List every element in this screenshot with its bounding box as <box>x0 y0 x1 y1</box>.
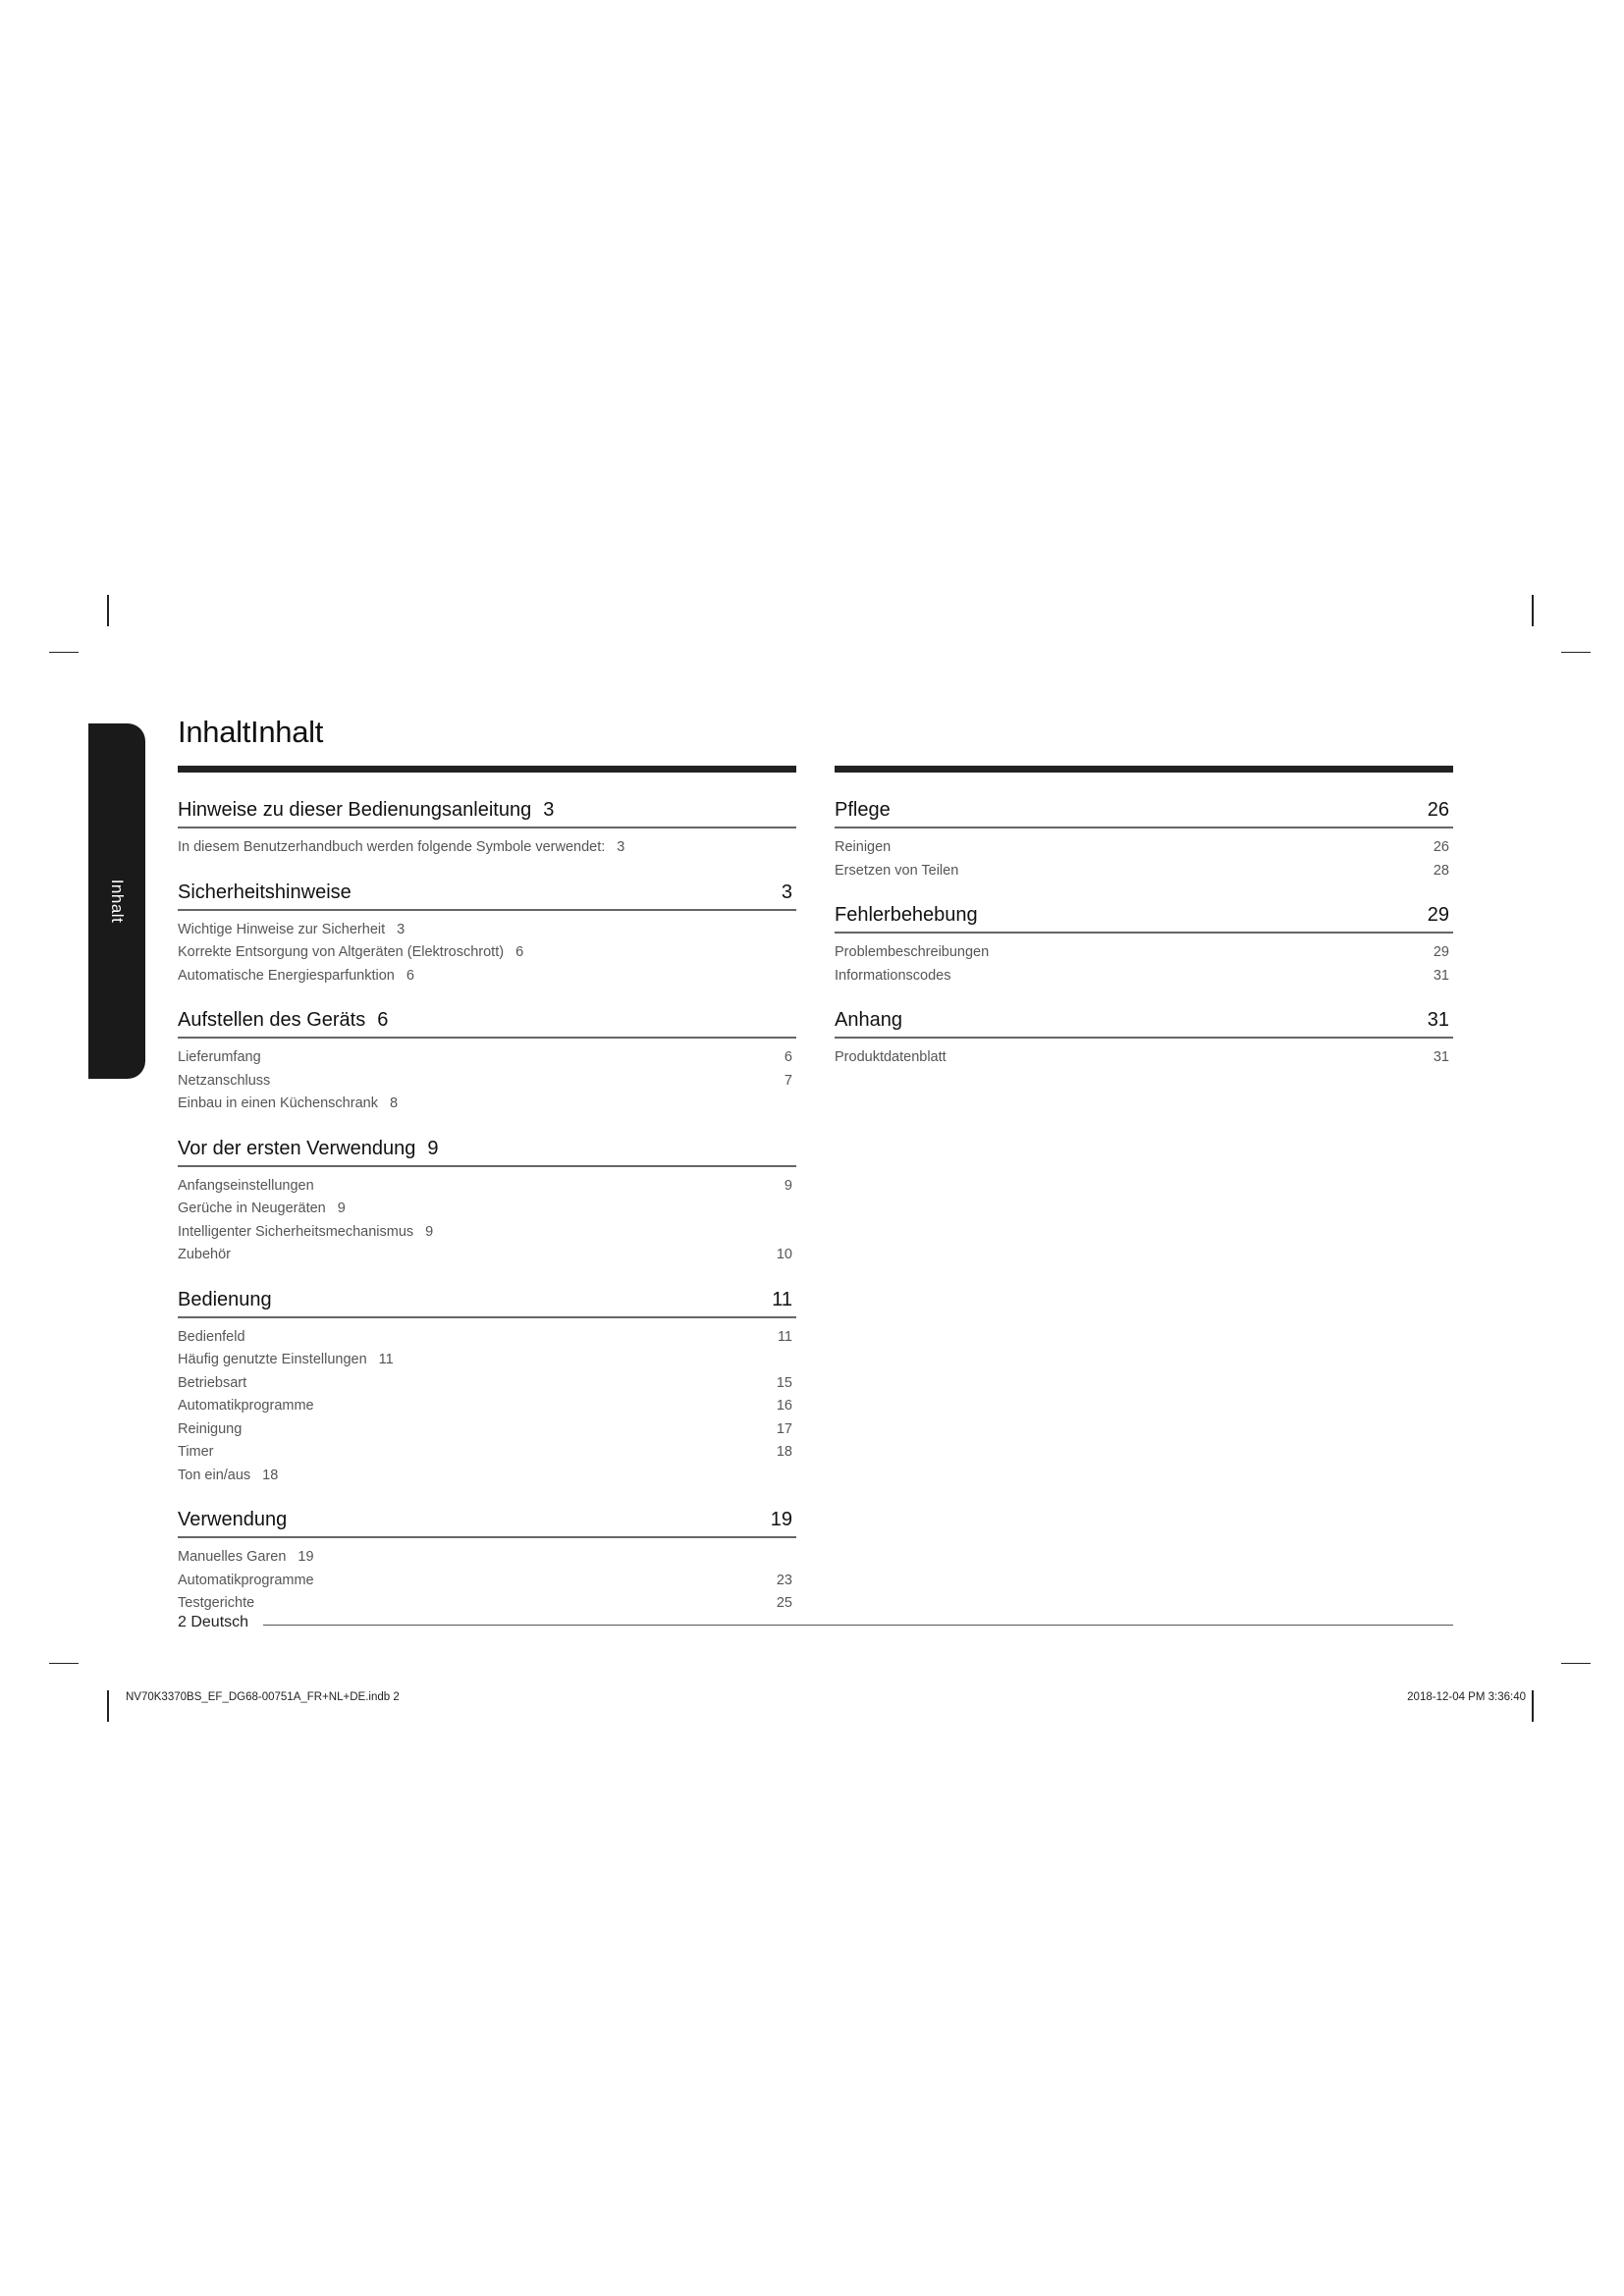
toc-entry[interactable] <box>835 941 1453 965</box>
toc-entry-page: 8 <box>389 1095 399 1111</box>
toc-entry[interactable] <box>178 1395 796 1418</box>
page-title: InhaltInhalt <box>178 715 324 749</box>
toc-entry[interactable] <box>178 1093 796 1116</box>
toc-heading-title: Verwendung <box>178 1509 288 1530</box>
toc-entry[interactable] <box>178 1175 796 1199</box>
toc-entry-label: Problembeschreibungen <box>835 944 990 960</box>
toc-entry-label: Anfangseinstellungen <box>178 1177 314 1194</box>
toc-entry-page: 9 <box>337 1201 346 1216</box>
crop-mark <box>1532 1690 1534 1722</box>
toc-heading-title: Fehlerbehebung <box>835 904 978 926</box>
column-rule-right <box>835 766 1453 773</box>
toc-entry-label: Produktdatenblatt <box>835 1049 947 1065</box>
toc-entry-label: Einbau in einen Küchenschrank <box>178 1095 378 1111</box>
crop-mark <box>49 1663 79 1664</box>
toc-heading-page: 26 <box>1427 799 1449 821</box>
toc-heading-page: 31 <box>1427 1009 1449 1031</box>
toc-entry-label: Automatische Energiesparfunktion <box>178 967 395 984</box>
toc-heading-title: Pflege <box>835 799 891 821</box>
toc-entry-page: 26 <box>1433 839 1449 855</box>
side-tab-label: Inhalt <box>108 879 127 924</box>
toc-entry-page: 11 <box>777 1328 792 1345</box>
toc-entry-page: 15 <box>776 1374 792 1391</box>
toc-section-heading[interactable] <box>835 1007 1453 1039</box>
toc-section-heading[interactable] <box>835 797 1453 828</box>
toc-entry[interactable] <box>178 1244 796 1267</box>
toc-entry-page: 25 <box>776 1595 792 1611</box>
toc-heading-page: 9 <box>427 1137 439 1159</box>
toc-entry-page: 9 <box>784 1177 792 1194</box>
print-slug-left: NV70K3370BS_EF_DG68-00751A_FR+NL+DE.indb 2 <box>126 1691 400 1703</box>
toc-entry-page: 19 <box>298 1549 314 1565</box>
toc-entry-page: 18 <box>776 1444 792 1460</box>
toc-entry-label: Reinigung <box>178 1420 243 1437</box>
crop-mark <box>1532 595 1534 626</box>
toc-entry-label: Lieferumfang <box>178 1049 261 1065</box>
toc-entry-page: 31 <box>1433 1049 1449 1065</box>
toc-entry-page: 6 <box>784 1049 792 1065</box>
toc-entry-label: Ton ein/aus <box>178 1467 251 1483</box>
toc-heading-page: 6 <box>377 1009 389 1031</box>
toc-entry-page: 17 <box>776 1420 792 1437</box>
toc-entry-page: 16 <box>776 1398 792 1414</box>
toc-entry[interactable] <box>178 1070 796 1094</box>
toc-entry[interactable] <box>178 1465 796 1488</box>
crop-mark <box>107 1690 109 1722</box>
toc-section <box>178 1507 796 1616</box>
toc-entry[interactable] <box>178 1441 796 1465</box>
footer-page-label: 2 Deutsch <box>178 1614 249 1630</box>
toc-entry[interactable] <box>178 1418 796 1442</box>
toc-entry-label: Ersetzen von Teilen <box>835 862 959 879</box>
toc-entry[interactable] <box>178 919 796 942</box>
toc-entry-page: 23 <box>776 1572 792 1588</box>
toc-entry-label: Zubehör <box>178 1247 232 1262</box>
toc-entry-page: 9 <box>425 1223 434 1240</box>
toc-entry-page: 7 <box>784 1072 792 1089</box>
toc-heading-title: Bedienung <box>178 1288 272 1310</box>
toc-heading-page: 29 <box>1427 904 1449 926</box>
toc-entry-label: Manuelles Garen <box>178 1549 287 1565</box>
toc-entry-page: 10 <box>776 1247 792 1262</box>
toc-entry[interactable] <box>178 1046 796 1070</box>
toc-section <box>835 902 1453 988</box>
toc-heading-title: Anhang <box>835 1009 902 1031</box>
toc-entry[interactable] <box>835 860 1453 883</box>
toc-entry-label: Korrekte Entsorgung von Altgeräten (Elektroschrott) <box>178 944 505 960</box>
toc-section <box>835 1007 1453 1070</box>
toc-section <box>178 797 796 860</box>
crop-mark <box>107 595 109 626</box>
footer-rule <box>263 1625 1453 1626</box>
toc-entry-page: 18 <box>262 1467 279 1483</box>
crop-mark <box>49 652 79 653</box>
toc-entry[interactable] <box>178 1372 796 1396</box>
toc-entry-label: Informationscodes <box>835 967 951 984</box>
toc-entry-page: 29 <box>1433 944 1449 960</box>
toc-entry-page: 3 <box>397 921 406 937</box>
crop-mark <box>1561 1663 1591 1664</box>
toc-section-heading[interactable] <box>178 1136 796 1167</box>
toc-section-heading[interactable] <box>178 880 796 911</box>
column-rule-left <box>178 766 796 773</box>
toc-section-heading[interactable] <box>835 902 1453 934</box>
toc-entry-page: 3 <box>617 839 625 855</box>
toc-entry-page: 31 <box>1433 967 1449 984</box>
toc-entry[interactable] <box>178 836 796 860</box>
toc-heading-page: 19 <box>770 1509 792 1530</box>
toc-section <box>835 797 1453 882</box>
toc-entry[interactable] <box>178 1546 796 1570</box>
toc-entry-label: Timer <box>178 1444 214 1460</box>
toc-entry[interactable] <box>178 1198 796 1221</box>
toc-entry[interactable] <box>835 1046 1453 1070</box>
crop-mark <box>1561 652 1591 653</box>
toc-entry-label: Automatikprogramme <box>178 1572 314 1588</box>
toc-entry-page: 11 <box>378 1352 394 1367</box>
toc-section-heading[interactable] <box>178 1507 796 1538</box>
toc-entry-label: Wichtige Hinweise zur Sicherheit <box>178 921 386 937</box>
toc-column-left <box>178 797 796 1635</box>
toc-section <box>178 1287 796 1488</box>
toc-section <box>178 880 796 988</box>
toc-entry[interactable] <box>178 1221 796 1245</box>
print-slug-right: 2018-12-04 PM 3:36:40 <box>1407 1691 1526 1703</box>
toc-entry-page: 6 <box>515 944 524 960</box>
toc-entry-label: Betriebsart <box>178 1374 247 1391</box>
toc-heading-page: 3 <box>781 881 792 903</box>
toc-section-heading[interactable] <box>178 1287 796 1318</box>
toc-entry-label: Reinigen <box>835 839 892 855</box>
toc-entry-label: Häufig genutzte Einstellungen <box>178 1352 367 1367</box>
toc-section-heading[interactable] <box>178 797 796 828</box>
toc-entry-label: In diesem Benutzerhandbuch werden folgende Symbole verwendet: <box>178 839 606 855</box>
toc-column-right <box>835 797 1453 1090</box>
toc-section-heading[interactable] <box>178 1007 796 1039</box>
toc-entry[interactable] <box>178 1570 796 1593</box>
toc-entry[interactable] <box>178 1349 796 1372</box>
toc-entry-label: Testgerichte <box>178 1595 255 1611</box>
toc-heading-page: 11 <box>772 1288 792 1310</box>
toc-entry-page: 28 <box>1433 862 1449 879</box>
toc-heading-title: Aufstellen des Geräts <box>178 1009 366 1031</box>
toc-entry-label: Gerüche in Neugeräten <box>178 1201 326 1216</box>
toc-entry[interactable] <box>178 1592 796 1616</box>
toc-entry[interactable] <box>835 836 1453 860</box>
toc-heading-title: Hinweise zu dieser Bedienungsanleitung <box>178 799 532 821</box>
toc-section <box>178 1136 796 1267</box>
toc-entry[interactable] <box>835 965 1453 988</box>
toc-entry[interactable] <box>178 965 796 988</box>
toc-entry[interactable] <box>178 941 796 965</box>
toc-entry-label: Netzanschluss <box>178 1072 271 1089</box>
toc-heading-title: Sicherheitshinweise <box>178 881 352 903</box>
toc-entry-label: Intelligenter Sicherheitsmechanismus <box>178 1223 414 1240</box>
toc-entry-label: Bedienfeld <box>178 1328 245 1345</box>
toc-entry[interactable] <box>178 1326 796 1350</box>
toc-entry-page: 6 <box>406 967 414 984</box>
toc-heading-title: Vor der ersten Verwendung <box>178 1137 416 1159</box>
toc-section <box>178 1007 796 1116</box>
toc-entry-label: Automatikprogramme <box>178 1398 314 1414</box>
toc-heading-page: 3 <box>543 799 555 821</box>
